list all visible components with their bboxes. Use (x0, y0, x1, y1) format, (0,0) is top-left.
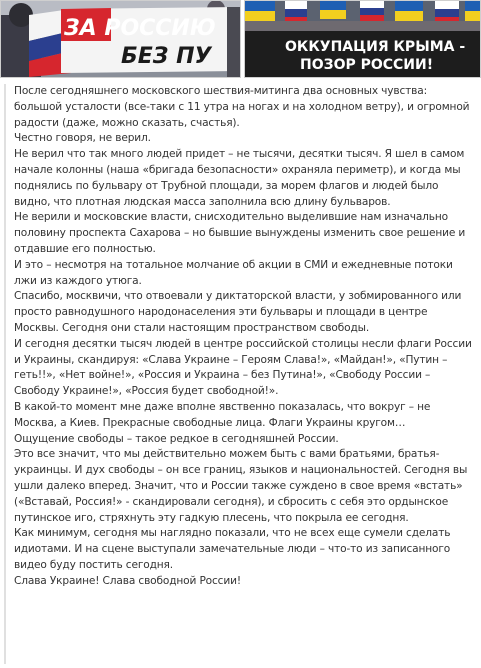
protest-photo-left-image (1, 1, 240, 77)
left-banner-text-1: ЗА РОССИЮ (64, 16, 216, 41)
right-banner-line2: ПОЗОР РОССИИ! (300, 57, 434, 73)
post-paragraph: Это все значит, что мы действительно можем быть с вами братьями, братья-украинцы. И дух свободы – он все границ, языков и национальностей. Сегодня вы ушли далеко вперед. Значит, что и России также суждено в свое время «встать» («Вставай, Россия!» - скандировали сегодня), и сбросить с себя это ордынское путинское иго, стряхнуть эту гадкую плесень, что покрыла ее сегодня. (14, 448, 468, 524)
protest-photo-right-image (245, 1, 480, 77)
post-paragraph: Не верили и московские власти, снисходительно выделившие нам изначально половину проспекта Сахарова – но бывшие вынуждены изменить свое решение и отдавшие его полностью. (14, 211, 466, 255)
left-banner-text-2: БЕЗ ПУ (121, 44, 212, 69)
post-paragraph: Ощущение свободы – такое редкое в сегодняшней России. (14, 432, 339, 445)
post-paragraph: В какой-то момент мне даже вполне явственно показалась, что вокруг – не Москва, а Киев. Прекрасные свободные лица. Флаги Украины кругом… (14, 400, 431, 429)
post-paragraph: После сегодняшнего московского шествия-митинга два основных чувства: большой усталости (все-таки с 11 утра на ногах и на холодном ветру), и огромной радости (даже, можно сказать, счастья). (14, 85, 470, 129)
post-paragraph: Как минимум, сегодня мы наглядно показали, что не всех еще сумели сделать идиотами. И на сцене выступали замечательные люди – что-то из записанного видео буду постить сегодня. (14, 527, 451, 571)
post-paragraph: И сегодня десятки тысяч людей в центре российской столицы несли флаги России и Украины, скандируя: «Слава Украине – Героям Слава!», «Майдан!», «Путин – геть!!», «Нет войне!», «Россия и Украина – без Путина!», «Свободу России – Свободу Украине!», «Россия будет свободной!». (14, 337, 472, 398)
photo-strip (0, 0, 481, 78)
right-banner-line1: ОККУПАЦИЯ КРЫМА - (285, 39, 466, 55)
post-paragraph: Спасибо, москвичи, что отвоевали у диктаторской власти, у зобмированного или просто равнодушного народонаселения эти бульвары и площади в центре Москвы. Сегодня они стали настоящим пространством свободы. (14, 290, 462, 334)
protest-photo-right[interactable] (244, 0, 481, 78)
post-paragraph: Слава Украине! Слава свободной России! (14, 574, 241, 587)
post-body (4, 84, 474, 664)
post-paragraph: И это – несмотря на тотальное молчание об акции в СМИ и ежедневные потоки лжи из каждого утюга. (14, 258, 453, 287)
protest-photo-left[interactable] (0, 0, 241, 78)
post-paragraph: Не верил что так много людей придет – не тысячи, десятки тысяч. Я шел в самом начале колонны (наша «бригада безопасности» охраняла периметр), и когда мы поднялись по бульвару от Трубной площади, за морем флагов и людей было видно, что плотная людская масса заполнила всю длину бульваров. (14, 148, 465, 208)
post-paragraph: Честно говоря, не верил. (14, 132, 151, 145)
